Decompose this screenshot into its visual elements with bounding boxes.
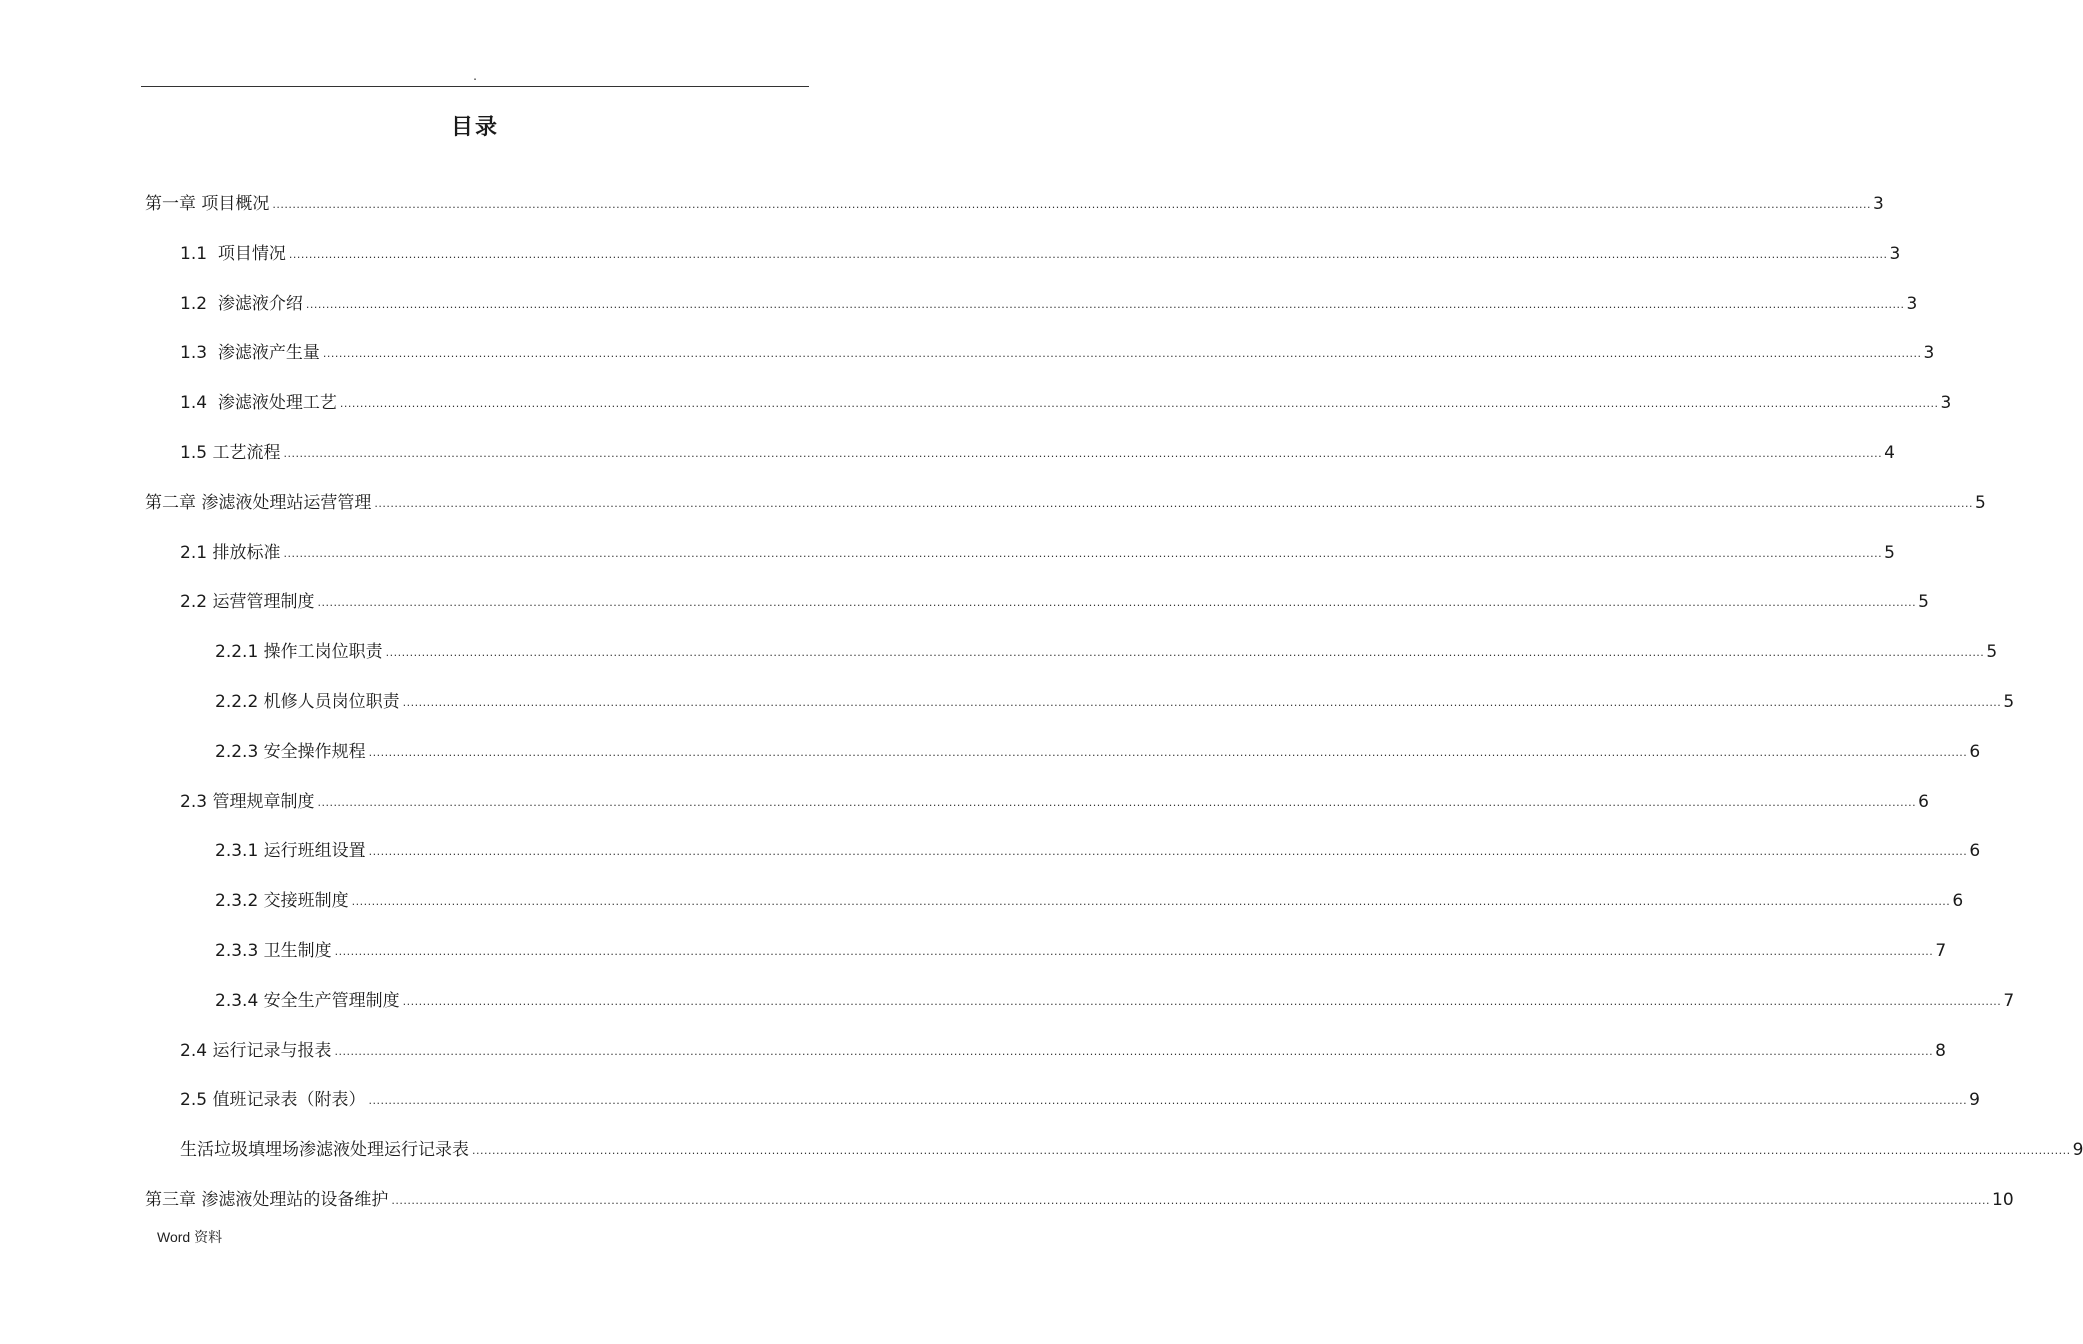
- toc-entry[interactable]: [215, 637, 1998, 667]
- toc-entry-label: 2.2 运营管理制度: [180, 592, 315, 612]
- toc-entry[interactable]: [180, 438, 1895, 468]
- toc-entry-page-number: 3: [1940, 393, 1952, 413]
- toc-entry-page-number: 3: [1923, 343, 1935, 363]
- toc-entry[interactable]: [145, 1185, 2014, 1215]
- toc-entry[interactable]: [215, 836, 1981, 866]
- toc-entry[interactable]: [180, 1135, 2083, 1165]
- toc-entry-page-number: 5: [2003, 692, 2015, 712]
- toc-dot-leader: ................................................................................................................................................................................................................................................................................................................................................................................................................: [317, 796, 1917, 809]
- footer-text: Word 资料: [157, 1229, 223, 1245]
- toc-entry-page-number: 3: [1889, 244, 1901, 264]
- toc-entry[interactable]: [180, 239, 1901, 269]
- toc-entry-label: 1.5 工艺流程: [180, 443, 281, 463]
- toc-entry-label: 2.5 值班记录表（附表）: [180, 1090, 366, 1110]
- toc-dot-leader: ................................................................................................................................................................................................................................................................................................................................................................................................................: [322, 347, 1922, 360]
- toc-entry-page-number: 7: [2003, 991, 2015, 1011]
- toc-dot-leader: ................................................................................................................................................................................................................................................................................................................................................................................................................: [288, 248, 1888, 261]
- toc-dot-leader: ................................................................................................................................................................................................................................................................................................................................................................................................................: [402, 995, 2002, 1008]
- toc-entry[interactable]: [180, 1036, 1946, 1066]
- toc-entry[interactable]: [180, 388, 1952, 418]
- toc-dot-leader: ................................................................................................................................................................................................................................................................................................................................................................................................................: [272, 198, 1872, 211]
- toc-dot-leader: ................................................................................................................................................................................................................................................................................................................................................................................................................: [385, 646, 1985, 659]
- toc-entry[interactable]: [180, 587, 1929, 617]
- toc-entry-label: 1.1 项目情况: [180, 244, 286, 264]
- toc-entry[interactable]: [180, 787, 1929, 817]
- toc-entry-label: 2.3 管理规章制度: [180, 792, 315, 812]
- toc-dot-leader: ................................................................................................................................................................................................................................................................................................................................................................................................................: [283, 447, 1883, 460]
- toc-entry-page-number: 6: [1918, 792, 1929, 812]
- toc-entry-page-number: 8: [1935, 1041, 1946, 1061]
- header-rule: [141, 86, 809, 87]
- toc-dot-leader: ................................................................................................................................................................................................................................................................................................................................................................................................................: [402, 696, 2002, 709]
- toc-dot-leader: ................................................................................................................................................................................................................................................................................................................................................................................................................: [374, 497, 1974, 510]
- toc-entry-label: 2.2.2 机修人员岗位职责: [215, 692, 400, 712]
- toc-dot-leader: ................................................................................................................................................................................................................................................................................................................................................................................................................: [472, 1144, 2071, 1157]
- toc-dot-leader: ................................................................................................................................................................................................................................................................................................................................................................................................................: [334, 1045, 1934, 1058]
- toc-dot-leader: ................................................................................................................................................................................................................................................................................................................................................................................................................: [351, 895, 1951, 908]
- toc-entry-label: 2.3.1 运行班组设置: [215, 841, 366, 861]
- toc-entry-page-number: 6: [1969, 742, 1981, 762]
- toc-dot-leader: ................................................................................................................................................................................................................................................................................................................................................................................................................: [368, 1094, 1968, 1107]
- toc-entry-page-number: 9: [1969, 1090, 1980, 1110]
- toc-entry-page-number: 9: [2072, 1140, 2083, 1160]
- toc-entry-label: 2.2.3 安全操作规程: [215, 742, 366, 762]
- toc-entry[interactable]: [145, 189, 1884, 219]
- toc-entry-page-number: 3: [1873, 194, 1884, 214]
- toc-entry[interactable]: [215, 886, 1964, 916]
- toc-entry-label: 第一章 项目概况: [145, 194, 270, 214]
- toc-dot-leader: ................................................................................................................................................................................................................................................................................................................................................................................................................: [305, 298, 1905, 311]
- toc-entry-label: 第二章 渗滤液处理站运营管理: [145, 493, 372, 513]
- toc-entry-label: 1.2 渗滤液介绍: [180, 294, 303, 314]
- toc-dot-leader: ................................................................................................................................................................................................................................................................................................................................................................................................................: [317, 596, 1917, 609]
- toc-entry-label: 第三章 渗滤液处理站的设备维护: [145, 1190, 389, 1210]
- toc-entry-page-number: 6: [1952, 891, 1964, 911]
- toc-entry-label: 2.2.1 操作工岗位职责: [215, 642, 383, 662]
- toc-entry[interactable]: [215, 687, 2015, 717]
- toc-dot-leader: ................................................................................................................................................................................................................................................................................................................................................................................................................: [283, 547, 1883, 560]
- toc-entry-label: 2.1 排放标准: [180, 543, 281, 563]
- toc-entry-page-number: 3: [1906, 294, 1918, 314]
- toc-entry-label: 生活垃圾填埋场渗滤液处理运行记录表: [180, 1140, 469, 1160]
- toc-entry-page-number: 4: [1884, 443, 1895, 463]
- toc-entry-label: 2.4 运行记录与报表: [180, 1041, 332, 1061]
- toc-entry-page-number: 10: [1992, 1190, 2014, 1210]
- toc-entry-page-number: 5: [1884, 543, 1895, 563]
- toc-dot-leader: ................................................................................................................................................................................................................................................................................................................................................................................................................: [339, 397, 1939, 410]
- toc-entry[interactable]: [180, 338, 1935, 368]
- header-mark: .: [473, 69, 477, 83]
- toc-title: 目录: [450, 115, 499, 140]
- toc-entry-page-number: 5: [1975, 493, 1986, 513]
- toc-dot-leader: ................................................................................................................................................................................................................................................................................................................................................................................................................: [368, 845, 1968, 858]
- toc-dot-leader: ................................................................................................................................................................................................................................................................................................................................................................................................................: [391, 1194, 1991, 1207]
- toc-entry-label: 2.3.4 安全生产管理制度: [215, 991, 400, 1011]
- toc-entry-page-number: 6: [1969, 841, 1981, 861]
- toc-dot-leader: ................................................................................................................................................................................................................................................................................................................................................................................................................: [334, 945, 1934, 958]
- toc-entry[interactable]: [215, 986, 2015, 1016]
- toc-dot-leader: ................................................................................................................................................................................................................................................................................................................................................................................................................: [368, 746, 1968, 759]
- toc-entry-page-number: 5: [1918, 592, 1929, 612]
- toc-entry-label: 2.3.3 卫生制度: [215, 941, 332, 961]
- toc-entry[interactable]: [180, 289, 1918, 319]
- toc-entry-label: 1.4 渗滤液处理工艺: [180, 393, 337, 413]
- toc-entry-page-number: 5: [1986, 642, 1998, 662]
- toc-entry-page-number: 7: [1935, 941, 1947, 961]
- toc-entry-label: 2.3.2 交接班制度: [215, 891, 349, 911]
- toc-entry-label: 1.3 渗滤液产生量: [180, 343, 320, 363]
- toc-entry[interactable]: [145, 488, 1986, 518]
- toc-entry[interactable]: [215, 936, 1947, 966]
- toc-entry[interactable]: [180, 538, 1895, 568]
- toc-entry[interactable]: [215, 737, 1981, 767]
- toc-entry[interactable]: [180, 1085, 1980, 1115]
